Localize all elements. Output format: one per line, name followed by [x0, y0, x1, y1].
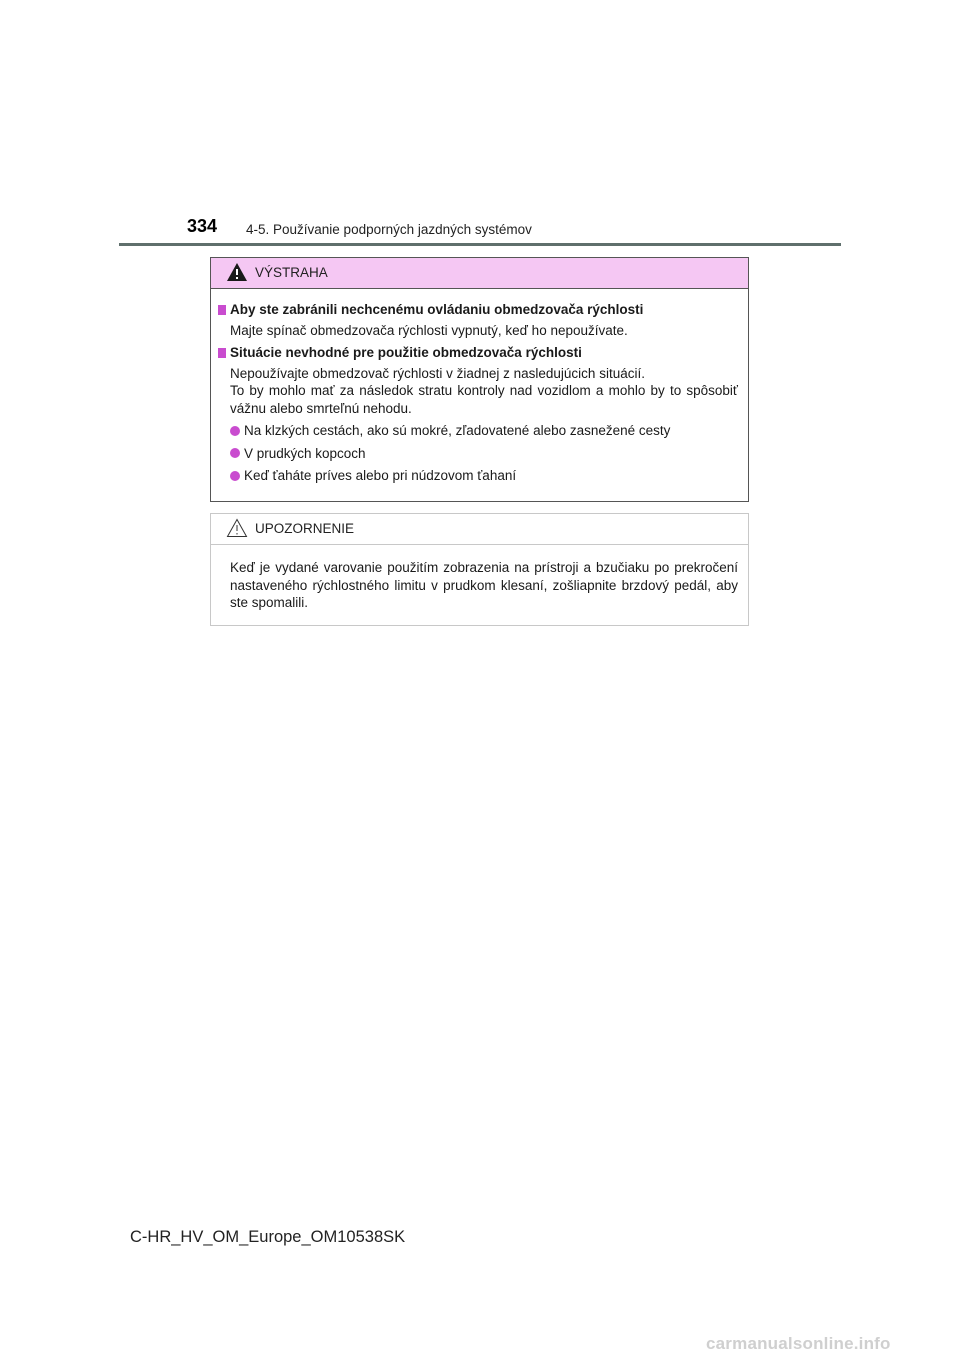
warning-paragraph: To by mohlo mať za následok stratu kontroly nad vozidlom a mohlo by to spôsobiť vážnu alebo smrteľnú nehodu.: [230, 383, 738, 416]
warning-subheading: [218, 301, 738, 319]
page-number: 334: [187, 216, 218, 236]
list-item-text: Na klzkých cestách, ako sú mokré, zľadovatené alebo zasnežené cesty: [244, 423, 671, 438]
warning-body: [211, 289, 748, 485]
document-code: C-HR_HV_OM_Europe_OM10538SK: [130, 1228, 406, 1246]
round-bullet-icon: [230, 471, 240, 481]
square-bullet-icon: [218, 348, 226, 358]
warning-paragraph: Nepoužívajte obmedzovač rýchlosti v žiadnej z nasledujúcich situácií.: [230, 365, 645, 381]
header-divider: [119, 243, 841, 246]
caution-header: [211, 514, 748, 545]
section-title: 4-5. Používanie podporných jazdných systémov: [246, 222, 532, 237]
subheading-text: Aby ste zabránili nechcenému ovládaniu obmedzovača rýchlosti: [230, 302, 644, 317]
warning-header: [211, 258, 748, 289]
list-item: [218, 422, 738, 440]
caution-box: [210, 513, 749, 626]
caution-paragraph: Keď je vydané varovanie použitím zobrazenia na prístroji a bzučiaku po prekročení nastaveného rýchlostného limitu v prudkom klesaní, zošliapnite brzdový pedál, aby ste spomalili.: [230, 560, 738, 610]
square-bullet-icon: [218, 305, 226, 315]
warning-subheading: [218, 344, 738, 362]
round-bullet-icon: [230, 426, 240, 436]
list-item-text: V prudkých kopcoch: [244, 445, 366, 461]
warning-box: [210, 257, 749, 502]
caution-triangle-icon: [226, 518, 248, 543]
round-bullet-icon: [230, 448, 240, 458]
list-item-text: Keď ťaháte príves alebo pri núdzovom ťahaní: [244, 468, 517, 483]
warning-label: VÝSTRAHA: [255, 265, 328, 280]
list-item: [218, 467, 738, 485]
watermark-text: carmanualsonline.info: [706, 1334, 891, 1353]
caution-label: UPOZORNENIE: [255, 521, 355, 536]
warning-paragraph: Majte spínač obmedzovača rýchlosti vypnutý, keď ho nepoužívate.: [230, 322, 628, 338]
subheading-text: Situácie nevhodné pre použitie obmedzovača rýchlosti: [230, 345, 582, 360]
list-item: [218, 445, 738, 463]
warning-triangle-icon: [226, 262, 248, 287]
